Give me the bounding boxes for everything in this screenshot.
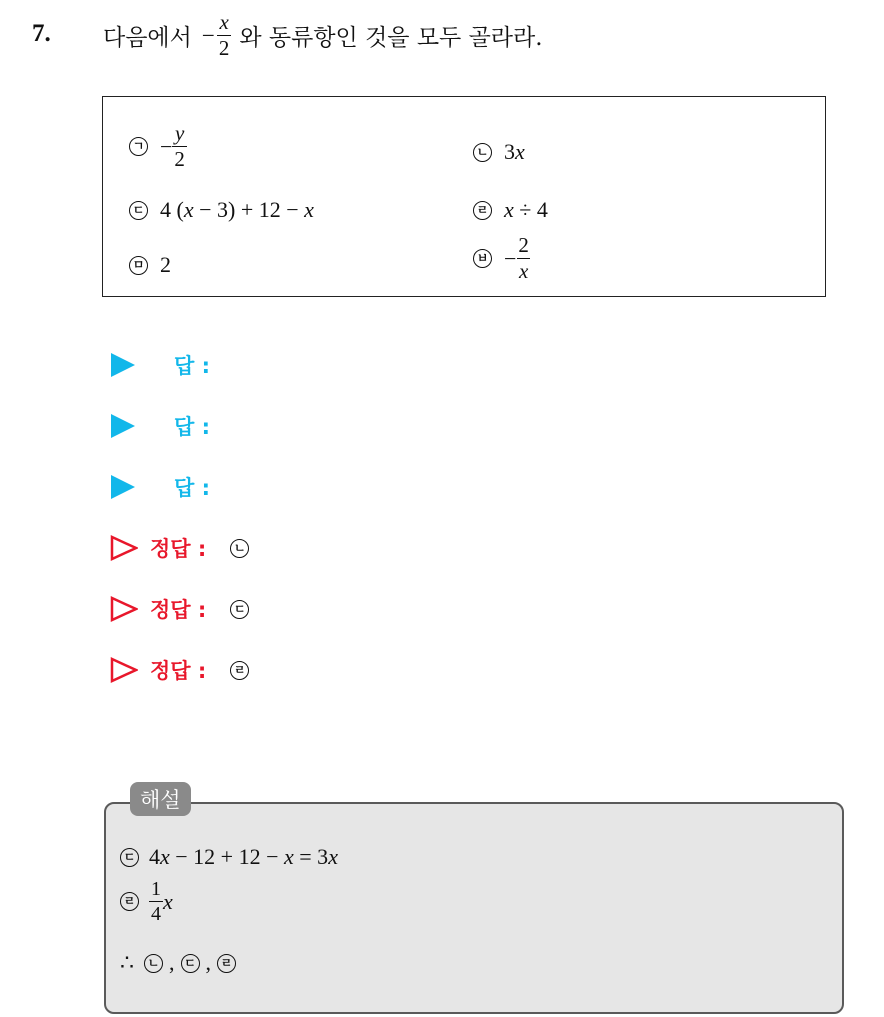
outline-triangle-icon: [110, 535, 138, 561]
circled-label-icon: ㄷ: [129, 201, 148, 220]
fraction-denominator: 2: [218, 36, 230, 60]
option-a-sign: −: [160, 133, 173, 159]
circled-answer-icon: ㄴ: [230, 539, 249, 558]
question-number: 7.: [32, 20, 51, 47]
answer-label: 답 :: [174, 476, 210, 500]
correct-label: 정답 :: [150, 537, 207, 561]
outline-triangle-icon: [110, 657, 138, 683]
circled-label-icon: ㅁ: [129, 256, 148, 275]
expl-fraction: [149, 879, 163, 924]
correct-label: 정답 :: [150, 598, 207, 622]
option-e: [129, 252, 171, 278]
play-triangle-icon: [111, 414, 135, 438]
outline-triangle-icon: [110, 596, 138, 622]
therefore-symbol: ∴: [120, 950, 134, 975]
question-text: [103, 12, 543, 59]
circled-label-icon: ㄱ: [129, 137, 148, 156]
option-b-coef: 3: [504, 139, 515, 164]
option-d-var: x: [504, 197, 514, 222]
explanation-line-2: [120, 879, 173, 924]
expl-var: x: [328, 844, 338, 869]
option-e-text: 2: [160, 252, 171, 277]
expl-part: 4: [149, 844, 160, 869]
option-a-fraction: [172, 123, 187, 170]
circled-label-icon: ㅂ: [473, 249, 492, 268]
option-a: [129, 123, 187, 170]
option-d-text: ÷ 4: [513, 197, 548, 222]
option-c: [129, 197, 314, 223]
correct-answer-row: [110, 594, 249, 624]
answer-label: 답 :: [174, 415, 210, 439]
explanation-tag: 해설: [130, 782, 191, 816]
fraction-numerator: x: [219, 10, 229, 34]
fraction-denominator: 2: [174, 147, 185, 171]
option-f-sign: −: [504, 245, 517, 271]
circled-label-icon: ㄴ: [473, 143, 492, 162]
option-f: [473, 235, 531, 282]
separator: ,: [205, 950, 211, 975]
answer-row: [111, 411, 210, 441]
answer-label: 답 :: [174, 354, 210, 378]
question-expr-sign: −: [201, 22, 215, 48]
expl-var: x: [160, 844, 170, 869]
explanation-box: [104, 802, 844, 1014]
correct-answer-row: [110, 655, 249, 685]
correct-answer-row: [110, 533, 249, 563]
expl-var: x: [284, 844, 294, 869]
circled-label-icon: ㄹ: [473, 201, 492, 220]
explanation-line-1: [120, 844, 338, 870]
option-b-var: x: [515, 139, 525, 164]
option-d: [473, 197, 548, 223]
answer-row: [111, 472, 210, 502]
question-fraction: [217, 12, 232, 59]
option-f-fraction: [516, 235, 531, 282]
option-b: [473, 139, 525, 165]
option-c-part-a: 4 (: [160, 197, 184, 222]
circled-answer-icon: ㄹ: [230, 661, 249, 680]
option-c-part-b: − 3) + 12 −: [193, 197, 305, 222]
question-suffix: 와 동류항인 것을 모두 골라라.: [239, 25, 543, 51]
fraction-denominator: 4: [151, 903, 161, 925]
question-prefix: 다음에서: [103, 25, 192, 51]
circled-label-icon: ㄷ: [120, 848, 139, 867]
play-triangle-icon: [111, 475, 135, 499]
explanation-line-3: [120, 950, 236, 976]
option-c-var-b: x: [304, 197, 314, 222]
circled-answer-icon: ㄷ: [230, 600, 249, 619]
expl-var: x: [163, 888, 173, 914]
separator: ,: [169, 950, 175, 975]
circled-label-icon: ㄹ: [120, 892, 139, 911]
fraction-numerator: y: [175, 121, 185, 145]
fraction-numerator: 1: [151, 878, 161, 900]
circled-label-icon: ㄹ: [217, 954, 236, 973]
fraction-denominator: x: [519, 259, 529, 283]
answer-row: [111, 350, 210, 380]
circled-label-icon: ㄴ: [144, 954, 163, 973]
options-box: [102, 96, 826, 297]
option-c-var-a: x: [183, 197, 194, 222]
expl-part: = 3: [293, 844, 329, 869]
circled-label-icon: ㄷ: [181, 954, 200, 973]
fraction-numerator: 2: [518, 233, 529, 257]
expl-part: − 12 + 12 −: [169, 844, 284, 869]
play-triangle-icon: [111, 353, 135, 377]
correct-label: 정답 :: [150, 659, 207, 683]
